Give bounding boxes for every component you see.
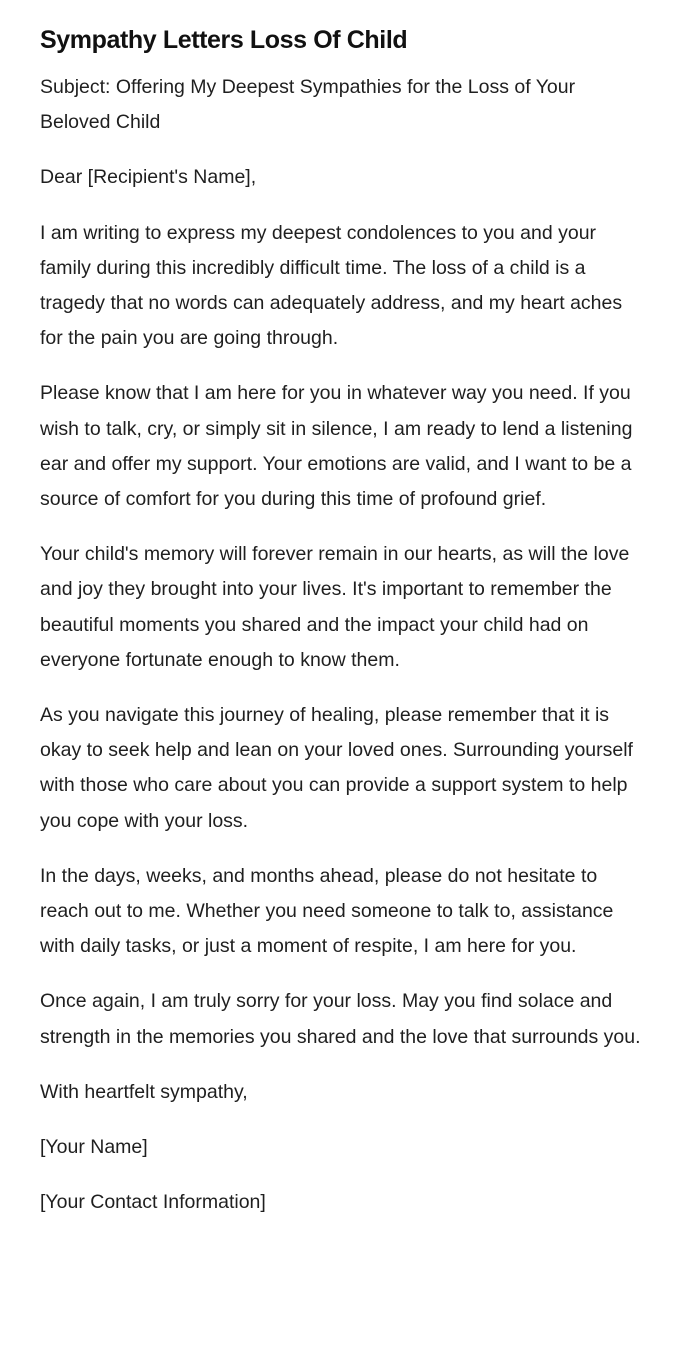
- signature-name: [Your Name]: [40, 1136, 148, 1159]
- signature-contact: [Your Contact Information]: [40, 1191, 266, 1214]
- greeting: Dear [Recipient's Name],: [40, 166, 257, 189]
- body-paragraph: Please know that I am here for you in whatever way you need. If you wish to talk, cry, or simply sit in silence, I am ready to lend a listening ear and offer my support. Your emotions are valid, and I want to be a source of comfort for you during this time of profound grief.: [40, 382, 633, 511]
- page-title: Sympathy Letters Loss Of Child: [40, 26, 408, 54]
- body-paragraph: As you navigate this journey of healing, please remember that it is okay to seek help and lean on your loved ones. Surrounding yourself with those who care about you can provide a support system to help you cope with your loss.: [40, 704, 633, 832]
- closing-line: With heartfelt sympathy,: [40, 1080, 248, 1103]
- body-paragraph: I am writing to express my deepest condolences to you and your family during this incredibly difficult time. The loss of a child is a tragedy that no words can adequately address, and my heart aches for the pain you are going through.: [40, 221, 623, 350]
- body-paragraph: Once again, I am truly sorry for your loss. May you find solace and strength in the memories you shared and the love that surrounds you.: [40, 990, 641, 1048]
- body-paragraph: Your child's memory will forever remain in our hearts, as will the love and joy they brought into your lives. It's important to remember the beautiful moments you shared and the impact your child had on everyone fortunate enough to know them.: [40, 543, 630, 671]
- subject-line: Subject: Offering My Deepest Sympathies for the Loss of Your Beloved Child: [40, 76, 576, 134]
- body-paragraph: In the days, weeks, and months ahead, please do not hesitate to reach out to me. Whether you need someone to talk to, assistance with daily tasks, or just a moment of respite, I am here for you.: [40, 864, 614, 958]
